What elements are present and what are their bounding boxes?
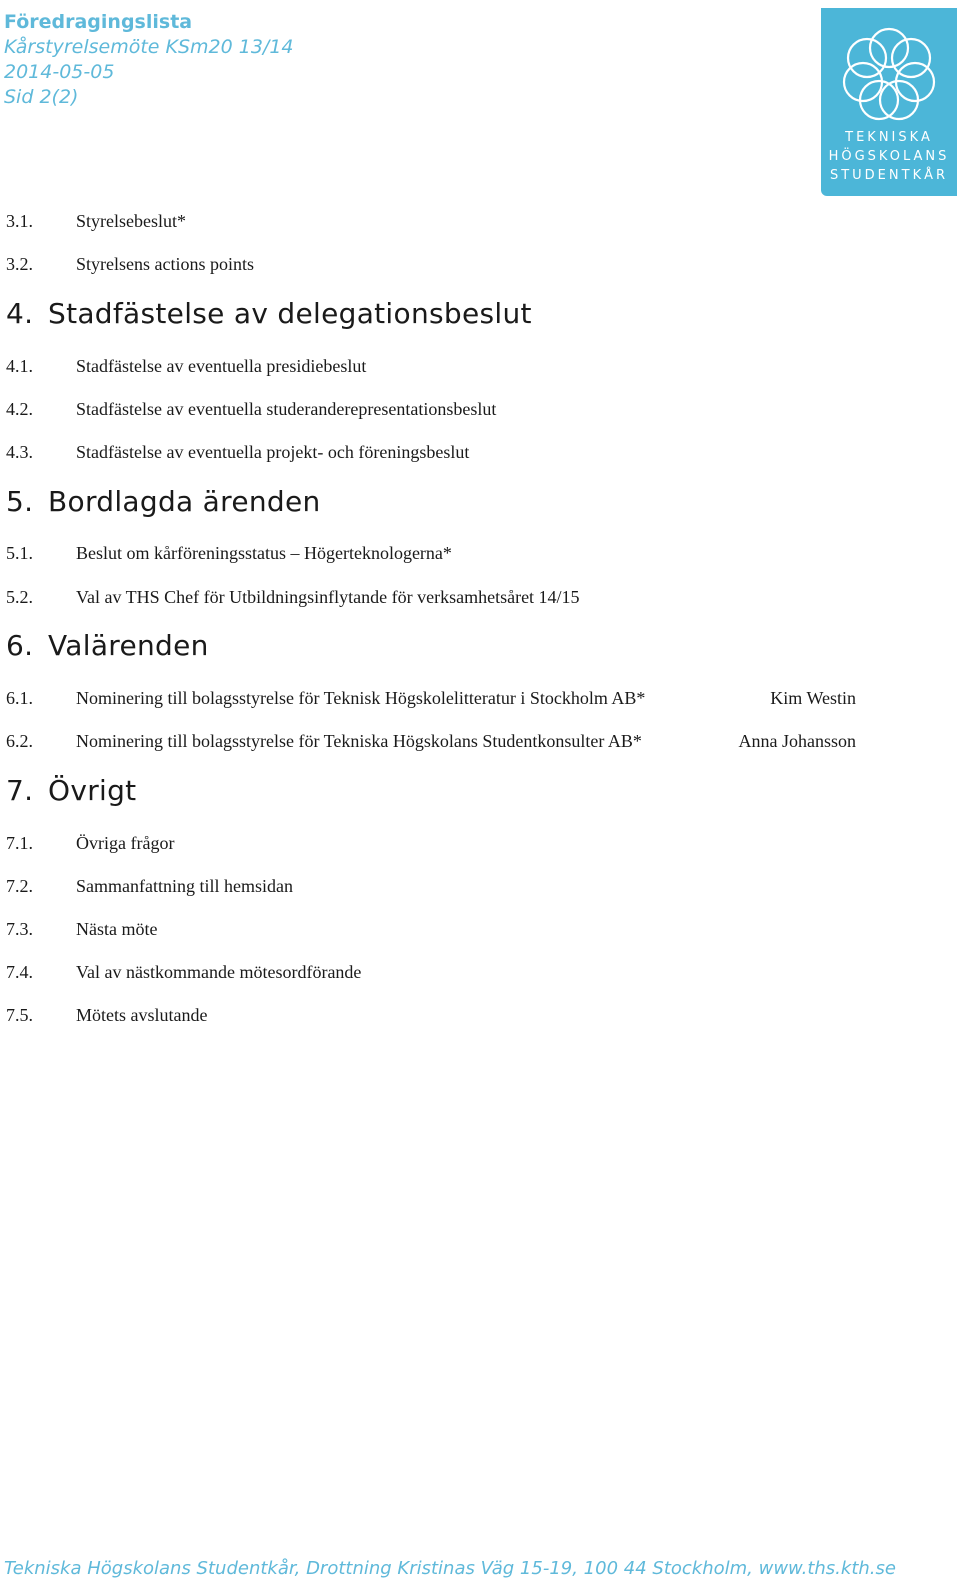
logo-line-1: TEKNISKA [845,130,933,145]
nominee-name: Anna Johansson [738,731,856,751]
logo-wordmark [821,128,957,185]
item-number: 5.1. [6,543,33,563]
item-text: Val av nästkommande mötesordförande [76,962,362,982]
agenda-item [6,874,856,898]
item-number: 7.1. [6,833,33,853]
agenda-item [6,960,856,984]
section-number: 4. [6,297,34,330]
document-header [4,10,294,110]
section-heading [6,484,321,520]
document-title: Föredragingslista [4,11,193,33]
agenda-item [6,252,856,276]
item-text: Stadfästelse av eventuella projekt- och föreningsbeslut [76,442,470,462]
meeting-date: 2014-05-05 [4,61,115,83]
item-text: Styrelsens actions points [76,254,254,274]
logo-line-3: STUDENTKÅR [829,168,949,183]
rings-emblem-icon [835,22,943,122]
section-number: 5. [6,485,34,518]
item-text: Övriga frågor [76,833,175,853]
agenda-item [6,831,856,855]
item-number: 7.4. [6,962,33,982]
item-text: Sammanfattning till hemsidan [76,876,293,896]
section-heading [6,773,136,809]
item-text: Nästa möte [76,919,158,939]
item-text: Styrelsebeslut* [76,211,186,231]
section-heading [6,628,209,664]
item-number: 7.3. [6,919,33,939]
section-heading [6,296,532,332]
item-number: 3.2. [6,254,33,274]
agenda-item [6,397,856,421]
item-text: Stadfästelse av eventuella presidiebeslut [76,356,367,376]
footer-address: Tekniska Högskolans Studentkår, Drottning Kristinas Väg 15-19, 100 44 Stockholm, www.ths.kth.se [4,1558,896,1579]
agenda-item [6,729,856,753]
item-number: 5.2. [6,587,33,607]
item-text: Stadfästelse av eventuella studeranderepresentationsbeslut [76,399,497,419]
agenda-item [6,209,856,233]
agenda-item [6,541,856,565]
item-text: Val av THS Chef för Utbildningsinflytande för verksamhetsåret 14/15 [76,587,580,607]
item-number: 4.2. [6,399,33,419]
meeting-name: Kårstyrelsemöte KSm20 13/14 [4,36,294,58]
section-number: 7. [6,774,34,807]
ths-logo [821,8,957,196]
page-number: Sid 2(2) [4,86,79,108]
section-title: Övrigt [48,774,137,807]
agenda-item [6,440,856,464]
section-title: Stadfästelse av delegationsbeslut [48,297,532,330]
item-text: Mötets avslutande [76,1005,208,1025]
agenda-item [6,1003,856,1027]
item-text: Beslut om kårföreningsstatus – Högerteknologerna* [76,543,452,563]
section-title: Bordlagda ärenden [48,485,321,518]
agenda-item [6,354,856,378]
item-text: Nominering till bolagsstyrelse för Teknisk Högskolelitteratur i Stockholm AB* [76,688,646,708]
section-number: 6. [6,629,34,662]
agenda-item [6,686,856,710]
item-text: Nominering till bolagsstyrelse för Tekniska Högskolans Studentkonsulter AB* [76,731,642,751]
logo-line-2: HÖGSKOLANS [828,149,950,164]
agenda-item [6,917,856,941]
item-number: 6.1. [6,688,33,708]
item-number: 7.2. [6,876,33,896]
item-number: 3.1. [6,211,33,231]
item-number: 6.2. [6,731,33,751]
item-number: 7.5. [6,1005,33,1025]
nominee-name: Kim Westin [770,688,856,708]
item-number: 4.1. [6,356,33,376]
agenda-item [6,585,856,609]
section-title: Valärenden [48,629,209,662]
item-number: 4.3. [6,442,33,462]
